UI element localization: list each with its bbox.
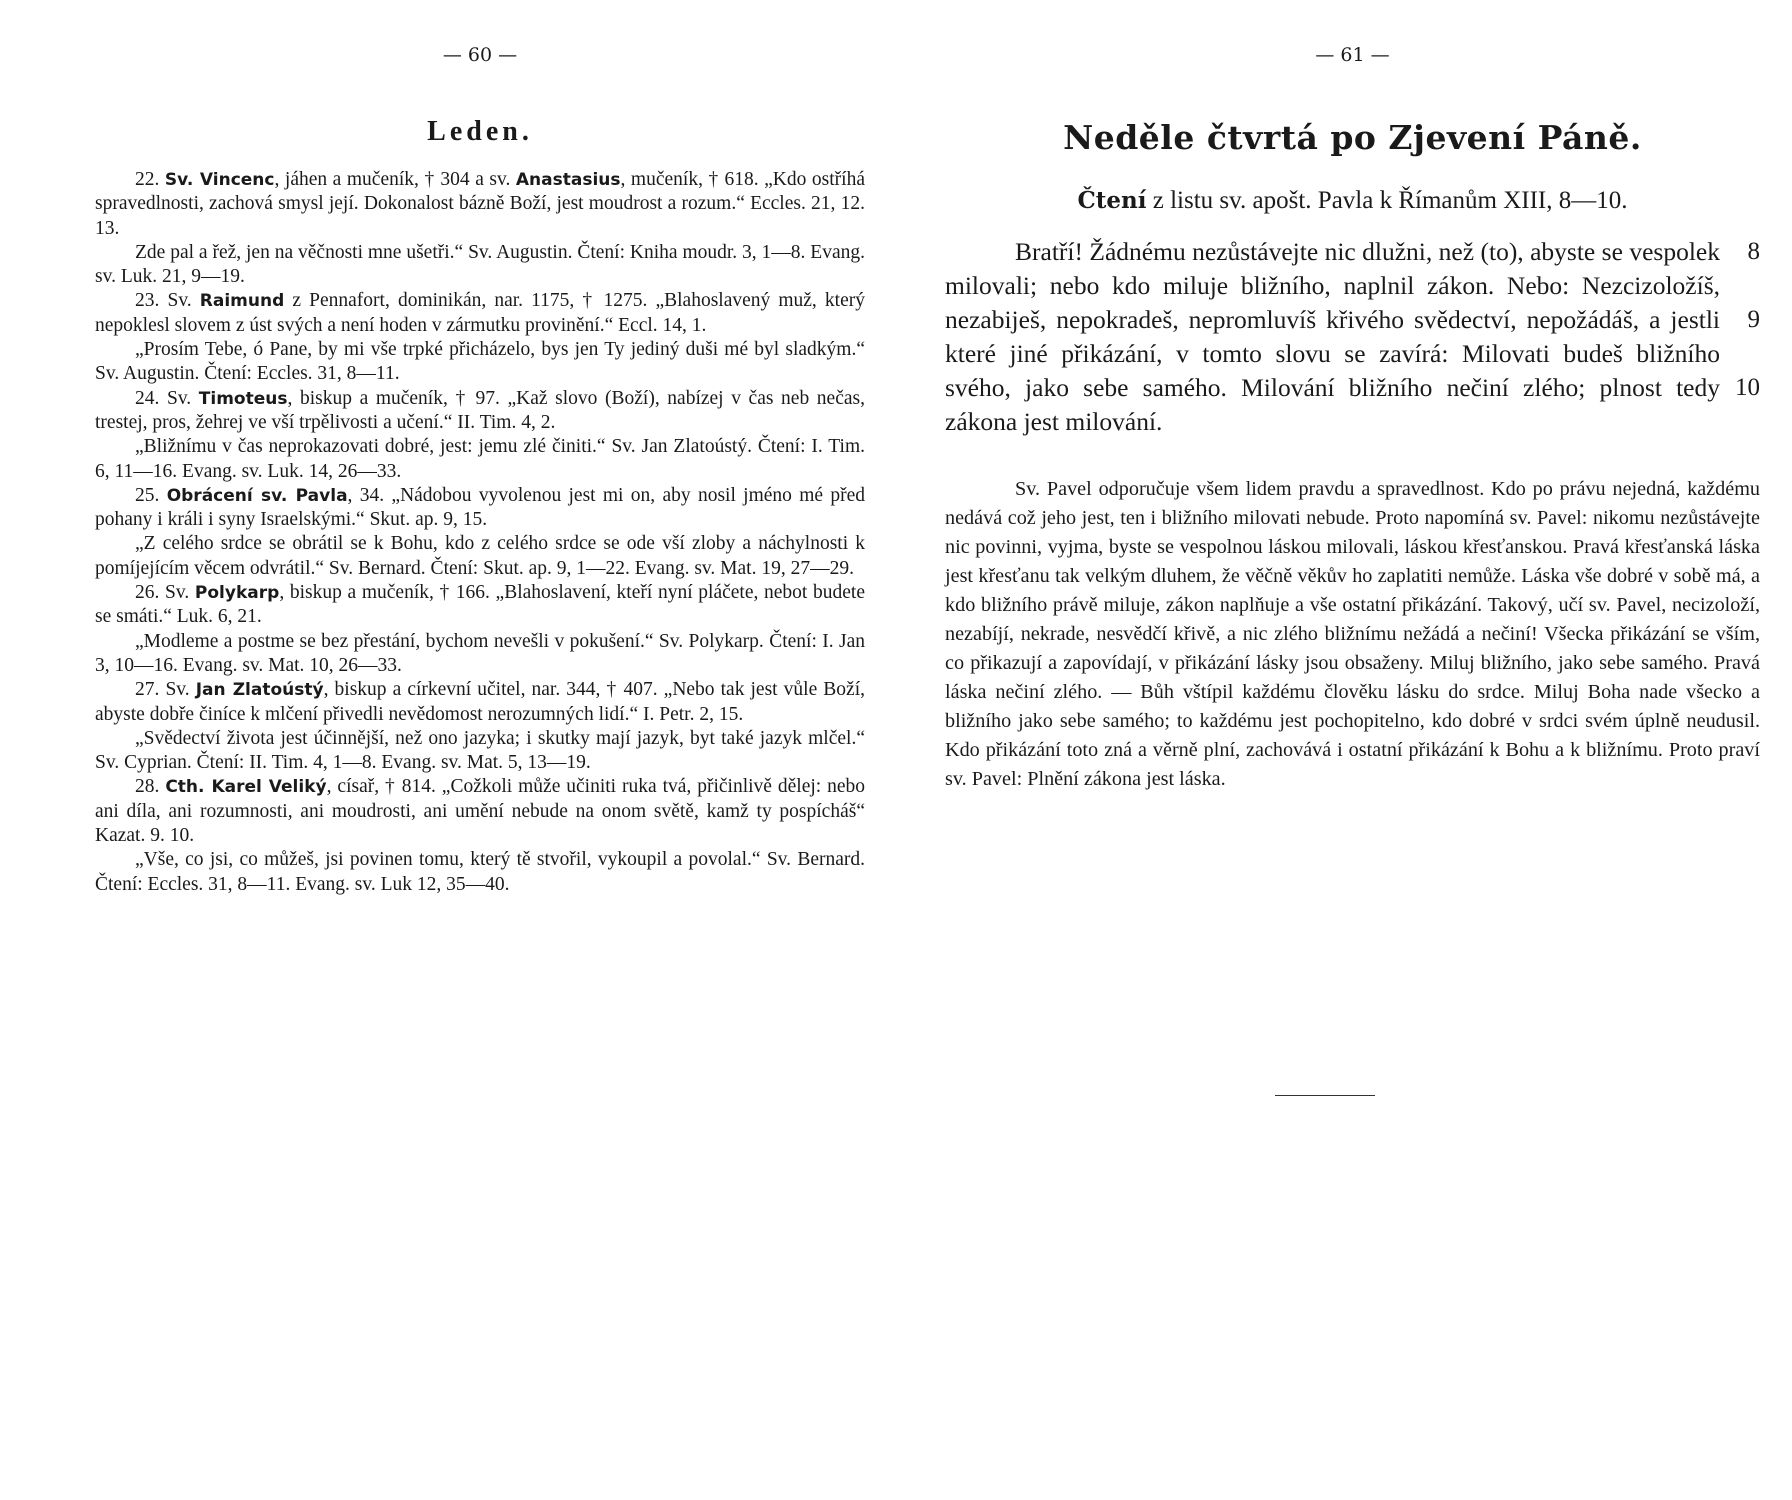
- saint-name: Cth. Karel Veliký: [165, 777, 327, 798]
- entry-text: , biskup a církevní učitel, nar. 344, † 407. „Nebo tak jest vůle Boží, abyste dobře činíce k mlčení přivedli nevědomost nerozumných lidí.“ I. Petr. 2, 15.: [95, 679, 865, 725]
- commentary-text: Sv. Pavel odporučuje všem lidem pravdu a spravedlnost. Kdo po právu nejedná, každému nedává což jeho jest, ten i bližního milovati nebude. Proto napomíná sv. Pavel: nikomu nezůstávejte nic povinni, vyjma, byste se vespolnou láskou milovali, láskou křesťanskou. Pravá křesťanská láska jest křesťanu tak velkým dluhem, že věčně věkův ho zaplatiti nemůže. Láska vše dobré v sobě má, a kdo bližního právě miluje, zákon naplňuje a vše ostatní přikázání. Takový, učí sv. Pavel, necizoloží, nezabíjí, nekrade, nesvědčí křivě, a nic zlého bližnímu nežádá a nečiní! Všecka přikázání se vším, co přikazují a zapovídají, v přikázání lásky jsou obsaženy. Miluj bližního, jako sebe samého. Pravá láska nečiní zlého. — Bůh vštípil každému člověku lásku do srdce. Miluj Boha nade všecko a bližního jako sebe samého; to každému jest pochopitelno, kdo dobré v srdci svém úplně neudusil. Kdo přikázání toto zná a věrně plní, zachovává i ostatní přikázání k Bohu a k bližnímu. Proto praví sv. Pavel: Plnění zákona jest láska.: [945, 478, 1760, 790]
- entry-text: 27. Sv.: [135, 679, 196, 701]
- entry-text: 25.: [135, 484, 167, 506]
- verse-number: 8: [1747, 238, 1760, 265]
- calendar-entry: [95, 532, 865, 581]
- calendar-entry: [95, 241, 865, 290]
- entry-text: 28.: [135, 776, 166, 798]
- calendar-entry: [95, 581, 865, 630]
- saint-name: Obrácení sv. Pavla: [166, 485, 348, 506]
- calendar-entry: [95, 168, 865, 241]
- entry-text: z Pennafort, dominikán, nar. 1175, † 1275. „Blahoslavený muž, který nepoklesl slovem z úst svých a není hoden v zármutku provinění.“ Eccl. 14, 1.: [95, 290, 865, 336]
- calendar-entry: [95, 727, 865, 776]
- saint-name: Jan Zlatoústý: [195, 680, 324, 701]
- calendar-entry: [95, 630, 865, 679]
- reading-citation: z listu sv. apošt. Pavla k Římanům XIII, 8—10.: [1152, 187, 1628, 214]
- saint-name: Timoteus: [198, 388, 288, 409]
- entry-text: , mučeník, † 618. „Kdo ostříhá spravedlnosti, zachová smysl její. Dokonalost bázně Boží, jest moudrost a rozum.“ Eccles. 21, 12. 13.: [95, 169, 865, 239]
- saint-name: Anastasius: [515, 170, 621, 190]
- page-title-right: Neděle čtvrtá po Zjevení Páně.: [1063, 118, 1642, 157]
- calendar-entry: [95, 338, 865, 387]
- entry-text: , biskup a mučeník, † 166. „Blahoslavení, kteří nyní pláčete, nebot budete se smáti.“ Luk. 6, 21.: [95, 582, 865, 628]
- epistle-text-block: [945, 235, 1760, 439]
- reading-label: Čtení: [1077, 187, 1147, 214]
- page-number-left: — 60 —: [442, 44, 518, 66]
- verse-number: 9: [1747, 306, 1760, 333]
- entry-text: 23. Sv.: [135, 290, 200, 312]
- entry-text: „Vše, co jsi, co můžeš, jsi povinen tomu, který tě stvořil, vykoupil a povolal.“ Sv. Bernard. Čtení: Eccles. 31, 8—11. Evang. sv. Luk 12, 35—40.: [95, 849, 865, 895]
- end-divider-rule: [1275, 1095, 1375, 1096]
- left-page: [95, 0, 865, 1500]
- reading-reference: [945, 187, 1760, 215]
- entry-text: „Modleme a postme se bez přestání, bychom nevešli v pokušení.“ Sv. Polykarp. Čtení: I. Jan 3, 10—16. Evang. sv. Mat. 10, 26—33.: [95, 630, 865, 676]
- calendar-entries: [95, 168, 865, 897]
- entry-text: „Prosím Tebe, ó Pane, by mi vše trpké přicházelo, bys jen Ty jediný duši mé byl sladkým.“ Sv. Augustin. Čtení: Eccles. 31, 8—11.: [95, 339, 865, 385]
- entry-text: „Bližnímu v čas neprokazovati dobré, jest: jemu zlé činiti.“ Sv. Jan Zlatoústý. Čtení: I. Tim. 6, 11—16. Evang. sv. Luk. 14, 26—33.: [95, 436, 865, 482]
- calendar-entry: [95, 848, 865, 897]
- saint-name: Polykarp: [194, 583, 280, 604]
- page-title-left: Leden.: [427, 116, 533, 147]
- entry-text: 26. Sv.: [135, 582, 195, 604]
- saint-name: Sv. Vincenc: [164, 170, 275, 190]
- calendar-entry: [95, 678, 865, 727]
- saint-name: Raimund: [199, 291, 285, 312]
- epistle-text: Bratří! Žádnému nezůstávejte nic dlužni, než (to), abyste se vespolek milovali; nebo kdo miluje bližního, naplnil zákon. Nebo: Nezcizoložíš, nezabiješ, nepokradeš, nepromluvíš křivého svědectví, nepožádáš, a jestli které jiné přikázání, v tomto slovu se zavírá: Milovati budeš bližního svého, jako sebe samého. Milování bližního nečiní zlého; plnost tedy zákona jest milování.: [945, 237, 1720, 436]
- entry-text: 24. Sv.: [135, 387, 199, 409]
- calendar-entry: [95, 484, 865, 533]
- commentary-block: [945, 475, 1760, 794]
- entry-text: „Svědectví života jest účinnější, než ono jazyka; i skutky mají jazyk, byt také jazyk mlčel.“ Sv. Cyprian. Čtení: II. Tim. 4, 1—8. Evang. sv. Mat. 5, 13—19.: [95, 727, 865, 774]
- calendar-entry: [95, 435, 865, 484]
- calendar-entry: [95, 775, 865, 848]
- calendar-entry: [95, 289, 865, 338]
- entry-text: , císař, † 814. „Cožkoli může učiniti ruka tvá, přičinlivě dělej: nebo ani díla, ani rozumnosti, ani moudrosti, ani umění nebude na onom světě, kamž ty pospícháš“ Kazat. 9. 10.: [95, 776, 866, 847]
- entry-text: „Z celého srdce se obrátil se k Bohu, kdo z celého srdce se ode vší zloby a náchylnosti k pomíjejícím věcem odvrátil.“ Sv. Bernard. Čtení: Skut. ap. 9, 1—22. Evang. sv. Mat. 19, 27—29.: [95, 533, 865, 579]
- entry-text: , jáhen a mučeník, † 304 a sv.: [274, 169, 516, 190]
- entry-text: , 34. „Nádobou vyvolenou jest mi on, aby nosil jméno mé před pohany i králi i syny Israelskými.“ Skut. ap. 9, 15.: [95, 484, 866, 531]
- entry-text: 22.: [135, 169, 165, 190]
- right-page: [945, 0, 1760, 1500]
- page-number-right: — 61 —: [1315, 44, 1390, 66]
- entry-text: , biskup a mučeník, † 97. „Kaž slovo (Boží), nabízej v čas neb nečas, trestej, pros, žehrej ve vší trpělivosti a učení.“ II. Tim. 4, 2.: [95, 387, 865, 433]
- entry-text: Zde pal a řež, jen na věčnosti mne ušetři.“ Sv. Augustin. Čtení: Kniha moudr. 3, 1—8. Evang. sv. Luk. 21, 9—19.: [95, 241, 865, 288]
- verse-number: 10: [1735, 374, 1760, 401]
- calendar-entry: [95, 387, 865, 436]
